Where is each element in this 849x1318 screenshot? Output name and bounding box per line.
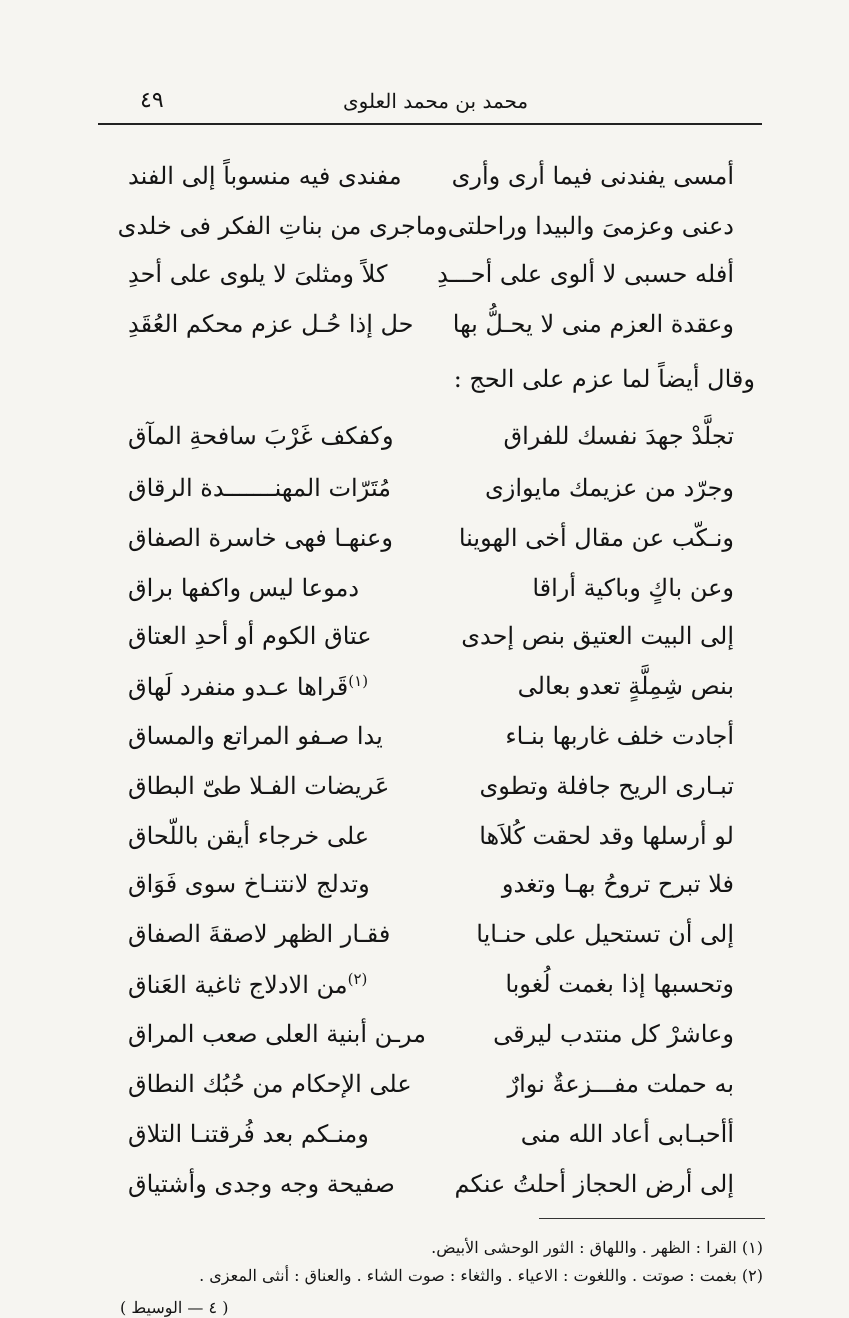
verse-first-hemistich: به حملت مفـــزعةٌ نوارٌ [507,1070,734,1098]
verse-second-hemistich: مرـن أبنية العلى صعب المراق [128,1020,427,1048]
verse-second-hemistich: وكفكف غَرْبَ سافحةِ المآق [128,422,394,450]
verse-line [128,512,734,564]
verse-line [128,1158,734,1210]
verse-first-hemistich: وعقدة العزم منى لا يحـلُّ بها [452,310,734,338]
verse-first-hemistich: إلى أرض الحجاز أحلتُ عنكم [454,1170,734,1198]
footnote-rule [539,1218,765,1219]
verse-line [128,610,734,662]
verse-second-hemistich: $^{(١)}$قَراها عـدو منفرد لَهاق [128,671,369,701]
header-rule [98,123,762,125]
verse-second-hemistich: على خرجاء أيقن باللّحاق [128,822,370,850]
verse-second-hemistich: عتاق الكوم أو أحدِ العتاق [128,622,372,650]
verse-line [128,248,734,300]
verse-line [128,1058,734,1110]
verse-second-hemistich: مُتَرّات المهنـــــــدة الرقاق [128,474,392,502]
verse-first-hemistich: وجرّد من عزيمك مايوازى [485,474,734,502]
verse-first-hemistich: ونـكّب عن مقال أخى الهوينا [458,524,734,552]
footnote: (١) القرا : الظهر . واللهاق : الثور الوحشى الأبيض. [431,1238,763,1257]
footnote-mark: (٢) [347,969,368,988]
footnote: (٢) بغمت : صوتت . واللغوت : الاعياء . والثغاء : صوت الشاء . والعناق : أنثى المعزى . [199,1266,763,1285]
verse-first-hemistich: فلا تبرح تروحُ بهـا وتغدو [501,870,734,898]
verse-first-hemistich: أفله حسبى لا ألوى على أحـــدِ [437,260,734,288]
poem-introduction: وقال أيضاً لما عزم على الحج : [453,365,755,393]
page-number: ٤٩ [140,88,164,113]
verse-second-hemistich: مفندى فيه منسوباً إلى الفند [128,162,402,190]
verse-line [128,562,734,614]
verse-line [128,858,734,910]
verse-line [128,1008,734,1060]
verse-line [128,462,734,514]
verse-second-hemistich: وعنهـا فهى خاسرة الصفاق [128,524,393,552]
verse-line [128,150,734,202]
footnote-mark: (١) [348,671,369,690]
verse-first-hemistich: بنص شِمِلَّةٍ تعدو بعالى [517,672,734,700]
verse-second-hemistich: وماجرى من بناتِ الفكر فى خلدى [117,212,448,240]
verse-second-hemistich: على الإحكام من حُبُك النطاق [128,1070,412,1098]
verse-first-hemistich: وعاشرْ كل منتدب ليرقى [493,1020,734,1048]
verse-line [128,908,734,960]
verse-second-hemistich: ومنـكم بعد فُرقتنـا التلاق [128,1120,369,1148]
verse-first-hemistich: لو أرسلها وقد لحقت كُلاَها [479,822,734,850]
verse-line [128,810,734,862]
verse-line [128,760,734,812]
verse-line [128,958,734,1010]
verse-first-hemistich: إلى أن تستحيل على حنـايا [476,920,734,948]
verse-second-hemistich: صفيحة وجه وجدى وأشتياق [128,1170,395,1198]
verse-second-hemistich: حل إذا حُـل عزم محكم العُقَدِ [128,310,414,338]
page-header [98,82,762,122]
verse-line [128,710,734,762]
verse-first-hemistich: أأحبـابى أعاد الله منى [520,1120,734,1148]
verse-second-hemistich: عَريضات الفـلا طىّ البطاق [128,772,390,800]
verse-line [128,410,734,462]
verse-first-hemistich: تبـارى الريح جافلة وتطوى [479,772,734,800]
verse-line [128,298,734,350]
verse-line [128,660,734,712]
verse-second-hemistich: دموعا ليس واكفها براق [128,574,360,602]
verse-second-hemistich: $^{(٢)}$من الادلاج ثاغية العَناق [128,969,368,999]
verse-line [117,200,734,252]
verse-first-hemistich: دعنى وعزمىَ والبيدا وراحلتى [447,212,734,240]
verse-second-hemistich: كلاً ومثلىَ لا يلوى على أحدِ [128,260,388,288]
verse-second-hemistich: فقـار الظهر لاصقةَ الصفاق [128,920,391,948]
verse-line [128,1108,734,1160]
verse-first-hemistich: أجادت خلف غاربها بنـاء [505,722,734,750]
verse-first-hemistich: تجلَّدْ جهدَ نفسك للفراق [503,422,734,450]
verse-first-hemistich: وتحسبها إذا بغمت لُغوبا [505,970,734,998]
signature-mark: ( ٤ — الوسيط ) [120,1298,229,1317]
verse-first-hemistich: إلى البيت العتيق بنص إحدى [461,622,734,650]
running-title: محمد بن محمد العلوى [343,89,529,113]
verse-second-hemistich: يدا صـفو المراتع والمساق [128,722,383,750]
verse-first-hemistich: وعن باكٍ وباكية أراقا [532,574,734,602]
verse-second-hemistich: وتدلج لانتنـاخ سوى فَوَاق [128,870,370,898]
verse-first-hemistich: أمسى يفندنى فيما أرى وأرى [451,162,734,190]
